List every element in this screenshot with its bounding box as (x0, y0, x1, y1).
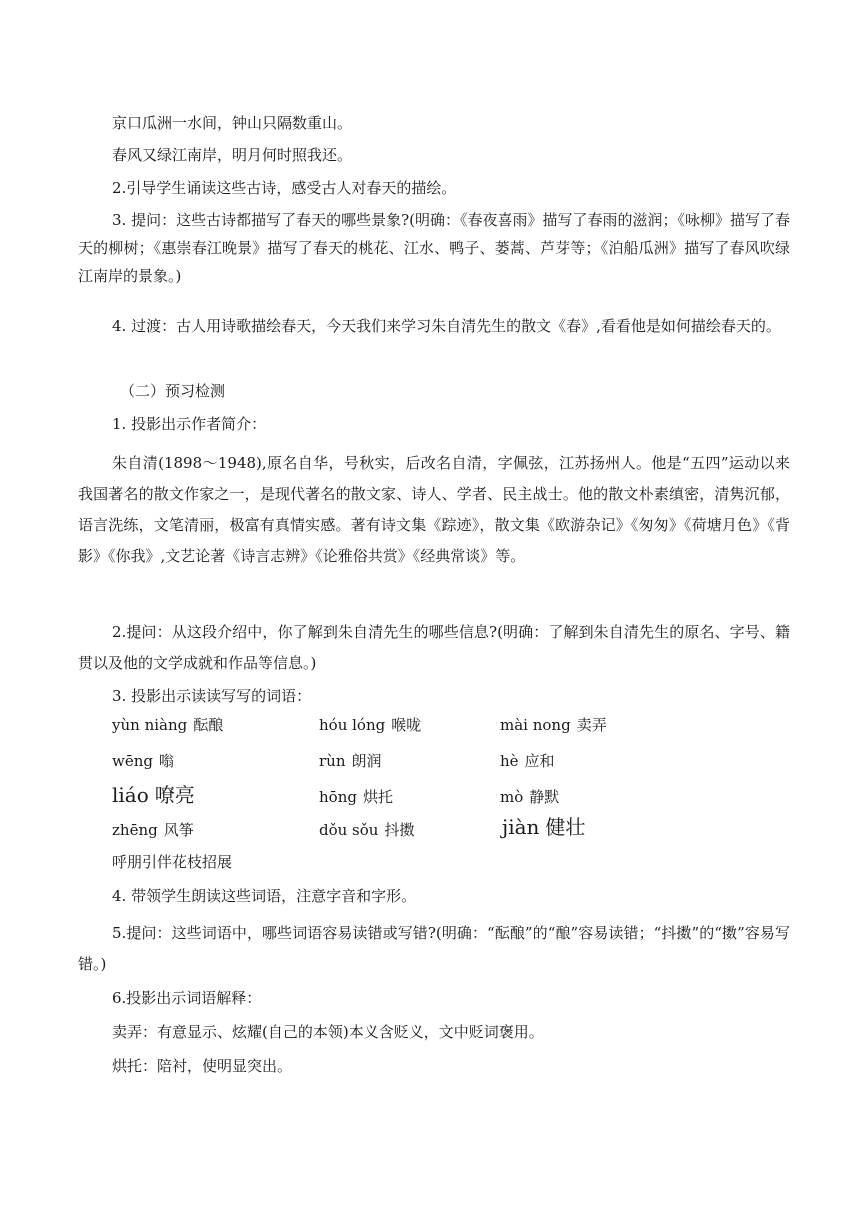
vocab-word: 嗡 (158, 752, 174, 770)
vocab-item (112, 751, 174, 771)
vocab-word: 风筝 (163, 821, 194, 839)
vocab-pinyin: jiàn (502, 815, 540, 839)
poem-line-1: 京口瓜洲一水间，钟山只隔数重山。 (112, 114, 353, 132)
vocab-pinyin: rùn (319, 752, 346, 770)
vocab-item (112, 785, 195, 805)
step-4-paragraph: 4. 过渡：古人用诗歌描绘春天，今天我们来学习朱自清先生的散文《春》,看看他是如何描绘春天的。 (112, 317, 781, 335)
step-2-text: 2.引导学生诵读这些古诗，感受古人对春天的描绘。 (112, 179, 457, 197)
author-intro-paragraph: 朱自清(1898～1948),原名自华，号秋实，后改名自清，字佩弦，江苏扬州人。他是“五四”运动以来我国著名的散文作家之一，是现代著名的散文家、诗人、学者、民主战士。他的散文朴素缜密，清隽沉郁，语言洗练，文笔清丽，极富有真情实感。著有诗文集《踪迹》，散文集《欧游杂记》《匆匆》《荷塘月色》《背影》《你我》,文艺论著《诗言志辨》《论雅俗共赏》《经典常谈》等。 (78, 454, 790, 565)
vocab-word: 抖擞 (384, 821, 415, 839)
vocab-item (502, 817, 585, 837)
vocab-item (500, 715, 607, 735)
question-4-text: 4. 带领学生朗读这些词语，注意字音和字形。 (112, 887, 417, 905)
question-1-text: 1. 投影出示作者简介： (112, 415, 267, 433)
vocab-word: 健壮 (545, 815, 586, 839)
vocab-item (500, 751, 555, 771)
vocab-pinyin: zhēng (112, 821, 158, 839)
vocab-word: 静默 (529, 788, 560, 806)
poem-line-2: 春风又绿江南岸，明月何时照我还。 (112, 146, 353, 164)
vocab-word: 朗润 (351, 752, 382, 770)
question-3-text: 3. 投影出示读读写写的词语： (112, 687, 312, 705)
question-6-text: 6.投影出示词语解释： (112, 989, 262, 1007)
definition-maine: 卖弄：有意显示、炫耀(自己的本领)本义含贬义，文中贬词褒用。 (112, 1023, 544, 1041)
vocab-word: 卖弄 (576, 716, 607, 734)
question-5-paragraph: 5.提问：这些词语中，哪些词语容易读错或写错?(明确：“酝酿”的“酿”容易读错；“抖擞”的“擞”容易写错。) (78, 924, 790, 973)
vocab-pinyin: yùn niàng (112, 716, 188, 734)
vocab-pinyin: wēng (112, 752, 153, 770)
vocab-item (319, 715, 421, 735)
vocab-pinyin: hè (500, 752, 519, 770)
vocab-pinyin: hóu lóng (319, 716, 386, 734)
section-heading-preview-check: （二）预习检测 (120, 382, 226, 400)
step-3-paragraph: 3. 提问：这些古诗都描写了春天的哪些景象?(明确：《春夜喜雨》描写了春雨的滋润；《咏柳》描写了春天的柳树；《惠崇春江晚景》描写了春天的桃花、江水、鸭子、蒌蒿、芦芽等；《泊船瓜洲》描写了春风吹绿江南岸的景象。) (78, 211, 790, 285)
vocab-item (319, 820, 414, 840)
vocab-item (500, 787, 559, 807)
vocab-item (112, 820, 194, 840)
vocab-item (319, 787, 393, 807)
vocab-pinyin: dǒu sǒu (319, 821, 379, 839)
vocab-pinyin: hōng (319, 788, 357, 806)
vocab-pinyin: mài nong (500, 716, 571, 734)
vocab-item (112, 715, 223, 735)
vocab-word: 酝酿 (193, 716, 224, 734)
vocab-pinyin: liáo (112, 783, 149, 807)
vocab-word: 烘托 (362, 788, 393, 806)
vocab-word: 嘹亮 (154, 783, 195, 807)
vocab-item (319, 751, 382, 771)
vocab-word: 喉咙 (391, 716, 422, 734)
vocab-word: 应和 (524, 752, 555, 770)
vocab-chars-line: 呼朋引伴花枝招展 (112, 853, 233, 871)
question-2-paragraph: 2.提问：从这段介绍中，你了解到朱自清先生的哪些信息?(明确：了解到朱自清先生的原名、字号、籍贯以及他的文学成就和作品等信息。) (78, 623, 790, 672)
vocab-pinyin: mò (500, 788, 524, 806)
definition-hongtuo: 烘托：陪衬，使明显突出。 (112, 1057, 293, 1075)
